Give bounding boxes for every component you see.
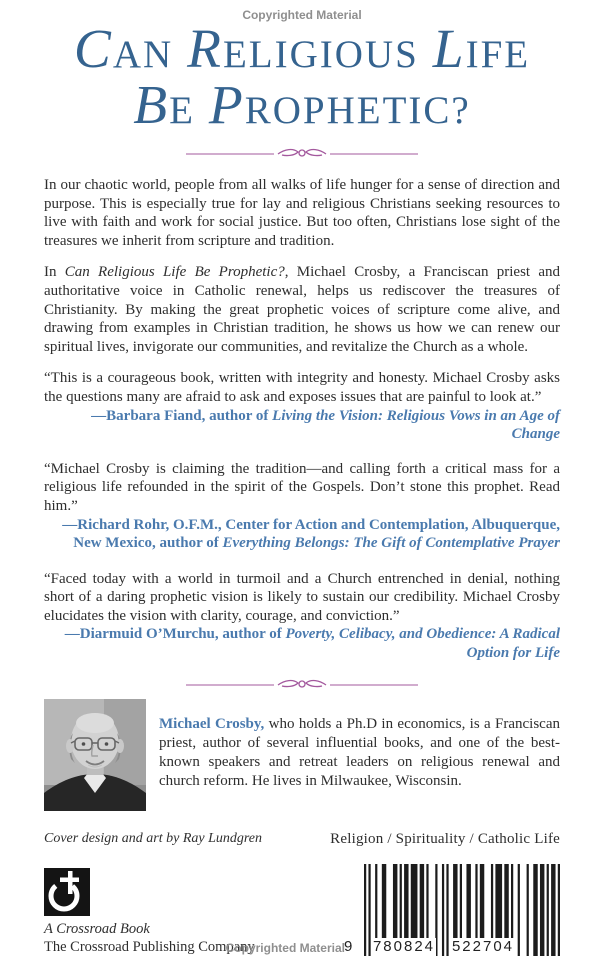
- quote-text: “This is a courageous book, written with integrity and honesty. Michael Crosby asks the questions many are afraid to ask and exposes issues that are painful to look at.”: [44, 370, 560, 405]
- quote-work-title: Poverty, Celibacy, and Obedience: A Radical Option for Life: [285, 626, 560, 662]
- ornament-divider: [186, 146, 418, 161]
- copyright-watermark-bottom: Copyrighted Material: [225, 940, 345, 955]
- isbn-barcode: [225, 864, 560, 956]
- intro-paragraph-2: [44, 263, 560, 356]
- crossroad-publisher-logo-icon: [44, 868, 90, 916]
- quote-work-title: Everything Belongs: The Gift of Contemplative Prayer: [222, 535, 560, 552]
- author-bio-text: who holds a Ph.D in economics, is a Franciscan priest, author of several influential books, and one of the best-known speakers and retreat leaders on religious renewal and church reform. He lives in Milwaukee, Wisconsin.: [159, 715, 560, 789]
- category-and-barcode-block: [225, 830, 560, 956]
- quote-attribution: [44, 516, 560, 553]
- imprint-line-2: The Crossroad Publishing Company: [44, 938, 255, 955]
- quote-attribution-name: —Barbara Fiand, author of: [91, 407, 273, 424]
- publisher-block: [44, 831, 330, 956]
- category-label: Religion / Spirituality / Catholic Life: [330, 830, 560, 847]
- intro-paragraph-1: In our chaotic world, people from all walks of life hunger for a sense of direction and purpose. This is especially true for lay and religious Christians seeking resources to live with faith and work for social justice. But too often, Christians lose sight of the treasures we inherit from scripture and tradition.: [44, 177, 560, 249]
- quote-text: “Faced today with a world in turmoil and a Church entrenched in denial, nothing short of a daring prophetic vision is likely to sustain our credibility. Michael Crosby elucidates the vision with clarity, courage, and conviction.”: [44, 570, 560, 624]
- book-title-inline: Can Religious Life Be Prophetic?: [64, 264, 285, 281]
- endorsement-quote-3: [44, 570, 560, 663]
- author-section: [44, 699, 560, 811]
- quote-attribution-name: —Diarmuid O’Murchu, author of: [64, 626, 286, 643]
- book-title-line2: BE PROPHETIC?: [133, 74, 471, 135]
- cover-credit: Cover design and art by Ray Lundgren: [44, 830, 263, 846]
- isbn-digit-group1: 780824: [372, 937, 436, 955]
- book-title: [44, 18, 560, 136]
- copyright-watermark-top: Copyrighted Material: [242, 8, 362, 22]
- book-title-line1: CAN RELIGIOUS LIFE: [73, 18, 531, 79]
- quote-work-title: Living the Vision: Religious Vows in an Age of Change: [272, 407, 560, 443]
- author-portrait-photo: [44, 699, 146, 811]
- isbn-digit-group2: 522704: [451, 937, 515, 955]
- endorsement-quote-2: [44, 460, 560, 553]
- intro-paragraph-2-pre: In: [44, 264, 65, 281]
- quote-attribution: [44, 407, 560, 444]
- author-name: Michael Crosby,: [159, 715, 265, 732]
- quote-attribution-name: —Richard Rohr, O.F.M., Center for Action and Contemplation, Albuquerque, New Mexico, author of: [62, 516, 560, 552]
- intro-paragraph-2-post: , Michael Crosby, a Franciscan priest and authoritative voice in Catholic renewal, helps us rediscover the treasures of Christianity. By making the great prophetic voices of scripture come alive, and drawing from examples in Christian tradition, he shows us how we can renew our spiritual lives, invigorate our communities, and revitalize the Church as a whole.: [44, 264, 560, 355]
- quote-attribution: [44, 625, 560, 662]
- isbn-digit-lead: 9: [344, 937, 353, 955]
- endorsement-quote-1: [44, 369, 560, 443]
- author-bio: [146, 699, 560, 811]
- imprint-line-1: A Crossroad Book: [44, 920, 150, 937]
- footer-section: [44, 831, 560, 956]
- ornament-divider: [186, 677, 418, 692]
- quote-text: “Michael Crosby is claiming the tradition—and calling forth a critical mass for a religious life refounded in the spirit of the Gospels. Don’t stone this prophet. Read him.”: [44, 460, 560, 514]
